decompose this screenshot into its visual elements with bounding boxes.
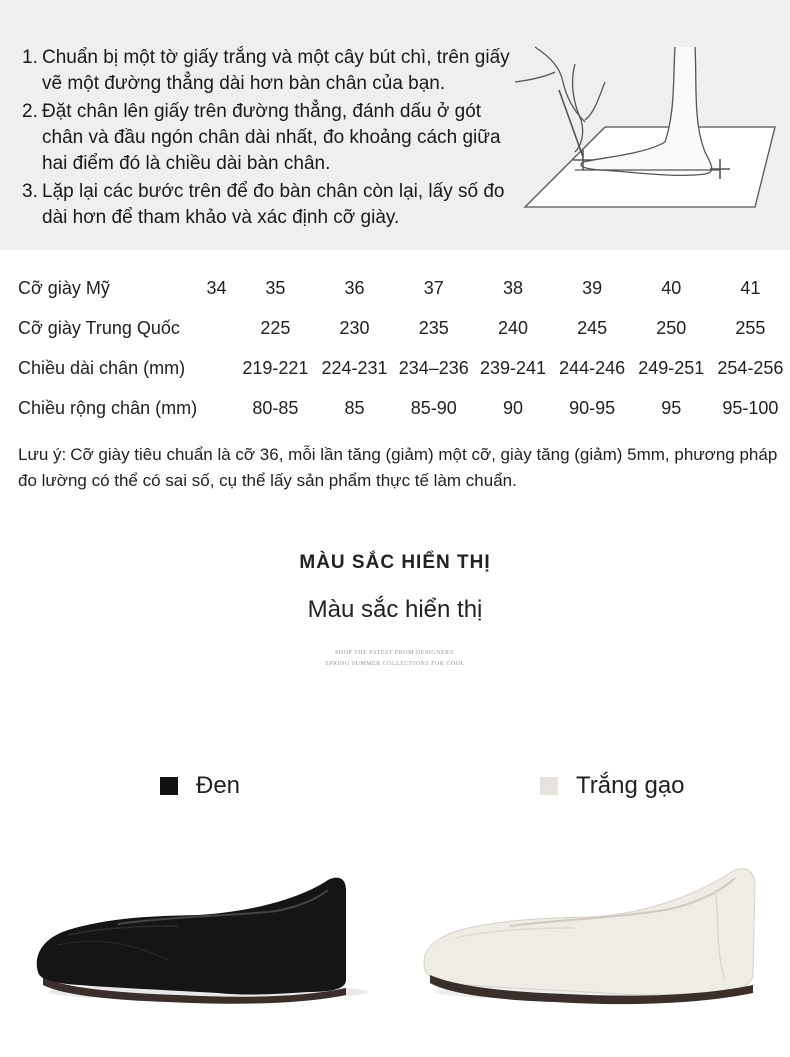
table-cell: 90 (503, 397, 524, 418)
foot-measuring-illustration-icon (515, 42, 780, 217)
table-cell: 95 (661, 397, 682, 418)
table-cell: 240 (497, 317, 529, 338)
table-cell: 249-251 (638, 357, 705, 378)
black-flat-shoe-icon[interactable] (28, 860, 373, 1010)
table-cell: 219-221 (242, 357, 309, 378)
row-label: Cỡ giày Mỹ (18, 277, 110, 298)
table-cell: 85 (344, 397, 365, 418)
table-cell: 37 (423, 277, 444, 298)
table-cell: 40 (661, 277, 682, 298)
table-cell (197, 388, 236, 428)
size-chart-table (0, 268, 790, 428)
step-2: 2. Đặt chân lên giấy trên đường thẳng, đánh dấu ở gót chân và đầu ngón chân dài nhất, đo khoảng cách giữa hai điểm đó là chiều dài bàn chân. (22, 101, 501, 174)
table-cell: 39 (582, 277, 603, 298)
table-cell: 34 (206, 277, 227, 298)
row-label: Chiều dài chân (mm) (18, 357, 186, 378)
table-cell: 90-95 (569, 397, 616, 418)
table-cell: 250 (656, 317, 687, 338)
table-cell: 85-90 (410, 397, 457, 418)
tagline-1: SHOP THE FATEST FROM DESIGNERS' (334, 650, 456, 656)
table-cell: 41 (740, 277, 761, 298)
table-cell: 235 (418, 317, 449, 338)
table-cell (197, 348, 236, 388)
table-row (0, 308, 790, 348)
table-row (0, 348, 790, 388)
table-cell: 95-100 (722, 397, 779, 418)
table-cell: 230 (339, 317, 370, 338)
tagline-2: SPRING SUMMER COLLECTIONS FOR COOL (325, 661, 465, 667)
table-cell: 224-231 (321, 357, 388, 378)
table-cell: 225 (260, 317, 291, 338)
table-cell: 38 (503, 277, 524, 298)
table-cell: 80-85 (252, 397, 299, 418)
table-cell (197, 308, 236, 348)
table-cell: 234–236 (398, 357, 469, 378)
color-label: Đen (196, 772, 241, 799)
measuring-steps (22, 45, 512, 233)
color-label: Trắng gạo (576, 772, 685, 799)
table-cell: 244-246 (559, 357, 626, 378)
step-3: 3. Lặp lại các bước trên để đo bàn chân còn lại, lấy số đo dài hơn để tham khảo và xác định cỡ giày. (22, 181, 505, 228)
black-swatch-icon (160, 777, 178, 795)
table-cell: 36 (344, 277, 365, 298)
row-label: Cỡ giày Trung Quốc (18, 317, 180, 338)
colors-section-title: MÀU SẮC HIỂN THỊ (299, 552, 491, 573)
row-label: Chiều rộng chân (mm) (18, 397, 198, 418)
color-option-black[interactable] (160, 772, 240, 800)
colors-section-subtitle: Màu sắc hiển thị (307, 596, 483, 623)
table-row (0, 268, 790, 308)
table-cell: 254-256 (717, 357, 784, 378)
note-text: Cỡ giày tiêu chuẩn là cỡ 36, mỗi lần tăng (giảm) một cỡ, giày tăng (giảm) 5mm, phương pháp đo lường có thể có sai số, cụ thể lấy sản phẩm thực tế làm chuẩn. (18, 445, 778, 490)
beige-swatch-icon (540, 777, 558, 795)
color-option-beige[interactable] (540, 772, 685, 800)
table-row (0, 388, 790, 428)
table-cell: 239-241 (479, 357, 547, 378)
beige-flat-shoe-icon[interactable] (415, 860, 770, 1010)
step-1: 1. Chuẩn bị một tờ giấy trắng và một cây bút chì, trên giấy vẽ một đường thẳng dài hơn bàn chân của bạn. (22, 47, 510, 94)
instructions-panel (0, 0, 790, 250)
table-cell: 245 (577, 317, 608, 338)
table-cell: 35 (265, 277, 286, 298)
note-prefix: Lưu ý: (18, 445, 67, 464)
size-note (18, 442, 778, 494)
table-cell: 255 (735, 317, 766, 338)
